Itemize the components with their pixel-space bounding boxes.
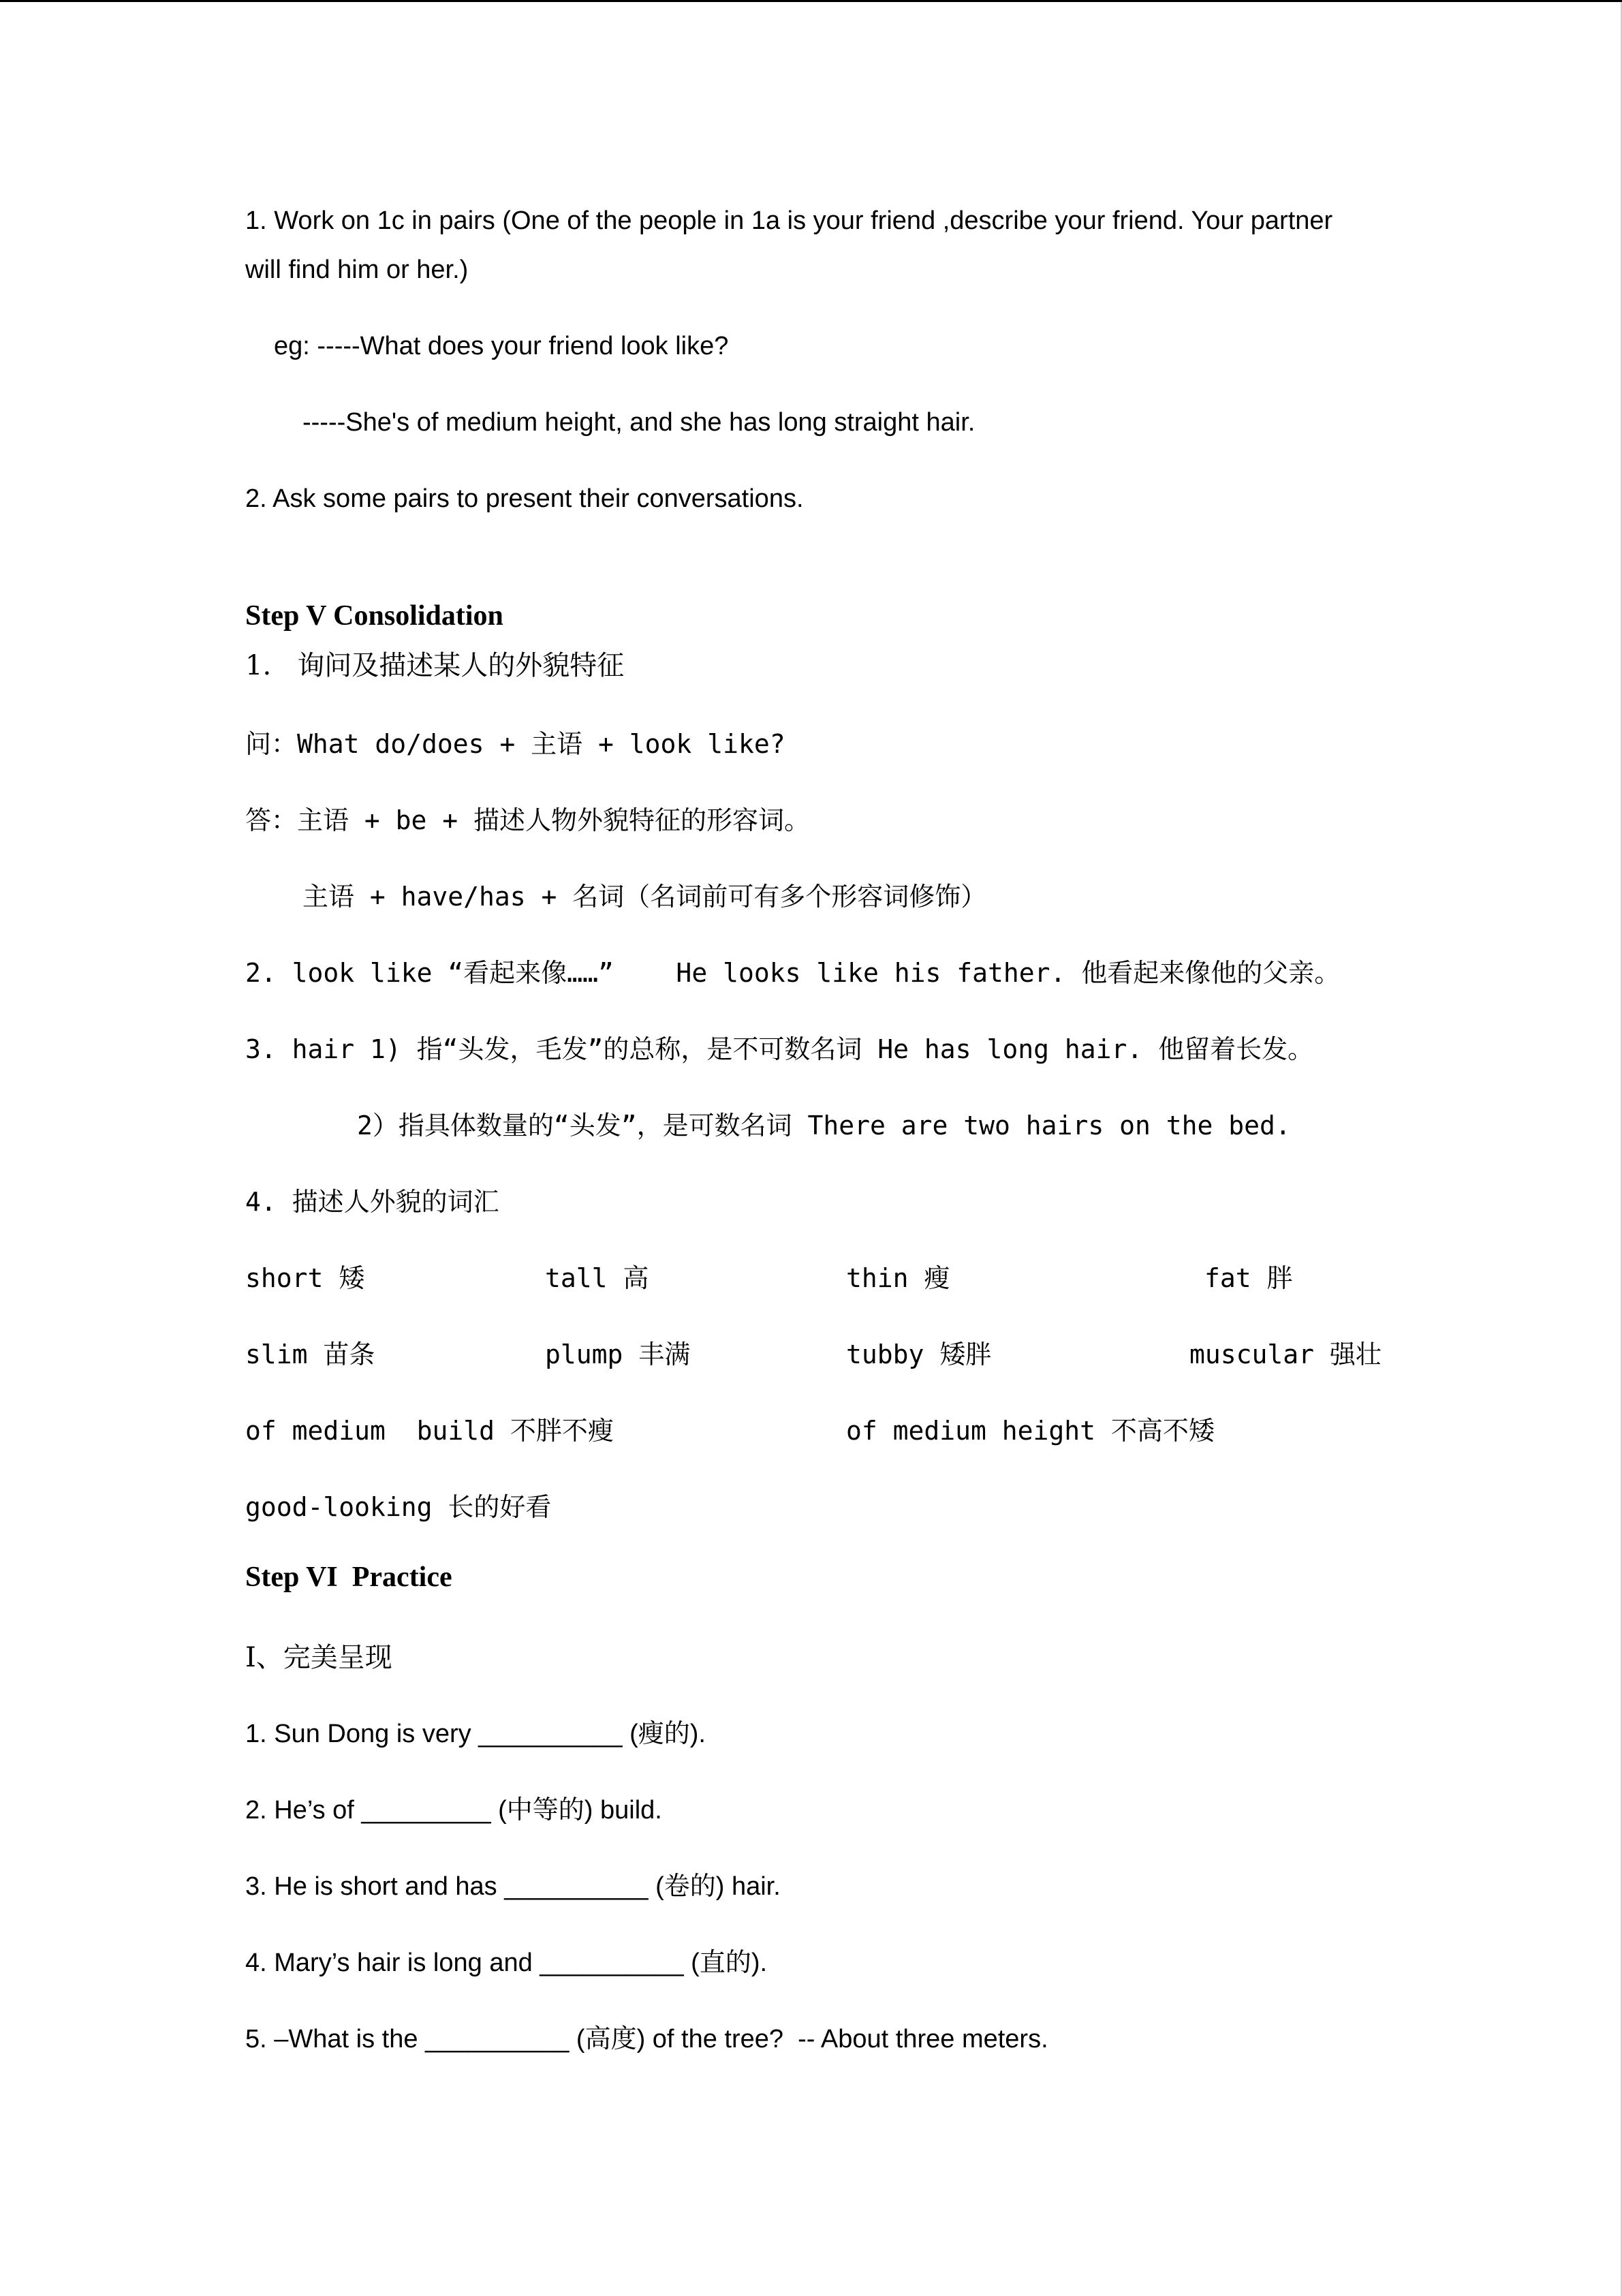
step5-point3-line1: 3. hair 1) 指“头发，毛发”的总称，是不可数名词 He has long hair. 他留着长发。 — [245, 1034, 1314, 1064]
answer-pattern-2: 主语 + have/has + 名词（名词前可有多个形容词修饰） — [302, 882, 987, 912]
practice-item-4: 4. Mary’s hair is long and __________ (直的). — [245, 1949, 768, 1977]
vocab-muscular: muscular 强壮 — [1189, 1339, 1382, 1369]
step5-point2: 2. look like “看起来像……” He looks like his father. 他看起来像他的父亲。 — [245, 958, 1341, 988]
step5-point3-line2: 2）指具体数量的“头发”，是可数名词 There are two hairs on the bed. — [357, 1111, 1291, 1141]
vocab-medium-build: of medium build 不胖不瘦 — [245, 1416, 614, 1446]
question-pattern: 问：What do/does + 主语 + look like? — [245, 729, 785, 759]
practice-item-3: 3. He is short and has __________ (卷的) hair. — [245, 1872, 781, 1901]
pairwork-item1-line2: will find him or her.) — [245, 255, 469, 284]
practice-item-5: 5. –What is the __________ (高度) of the tree? -- About three meters. — [245, 2025, 1048, 2053]
step5-heading: Step V Consolidation — [245, 600, 503, 632]
vocab-thin: thin 瘦 — [846, 1263, 950, 1293]
vocab-tubby: tubby 矮胖 — [846, 1339, 992, 1369]
example-question: eg: -----What does your friend look like? — [274, 332, 729, 360]
step6-heading: Step VI Practice — [245, 1562, 452, 1593]
step5-point1-title: 1. 询问及描述某人的外貌特征 — [245, 650, 625, 681]
practice-item-2: 2. He’s of _________ (中等的) build. — [245, 1796, 662, 1825]
answer-pattern-1: 答：主语 + be + 描述人物外貌特征的形容词。 — [245, 805, 811, 835]
vocab-tall: tall 高 — [545, 1263, 649, 1293]
vocab-fat: fat 胖 — [1204, 1263, 1293, 1293]
pairwork-item2: 2. Ask some pairs to present their conversations. — [245, 484, 804, 513]
practice-item-1: 1. Sun Dong is very __________ (瘦的). — [245, 1720, 706, 1748]
example-answer: -----She's of medium height, and she has long straight hair. — [302, 408, 976, 437]
vocab-plump: plump 丰满 — [545, 1339, 691, 1369]
vocab-short: short 矮 — [245, 1263, 365, 1293]
step5-point4-title: 4. 描述人外貌的词汇 — [245, 1187, 499, 1217]
vocab-slim: slim 苗条 — [245, 1339, 375, 1369]
vocab-good-looking: good-looking 长的好看 — [245, 1492, 552, 1522]
pairwork-item1-line1: 1. Work on 1c in pairs (One of the people in 1a is your friend ,describe your friend. Your partner — [245, 206, 1333, 235]
step6-subheading: Ⅰ、完美呈现 — [245, 1642, 392, 1673]
vocab-medium-height: of medium height 不高不矮 — [846, 1416, 1215, 1446]
